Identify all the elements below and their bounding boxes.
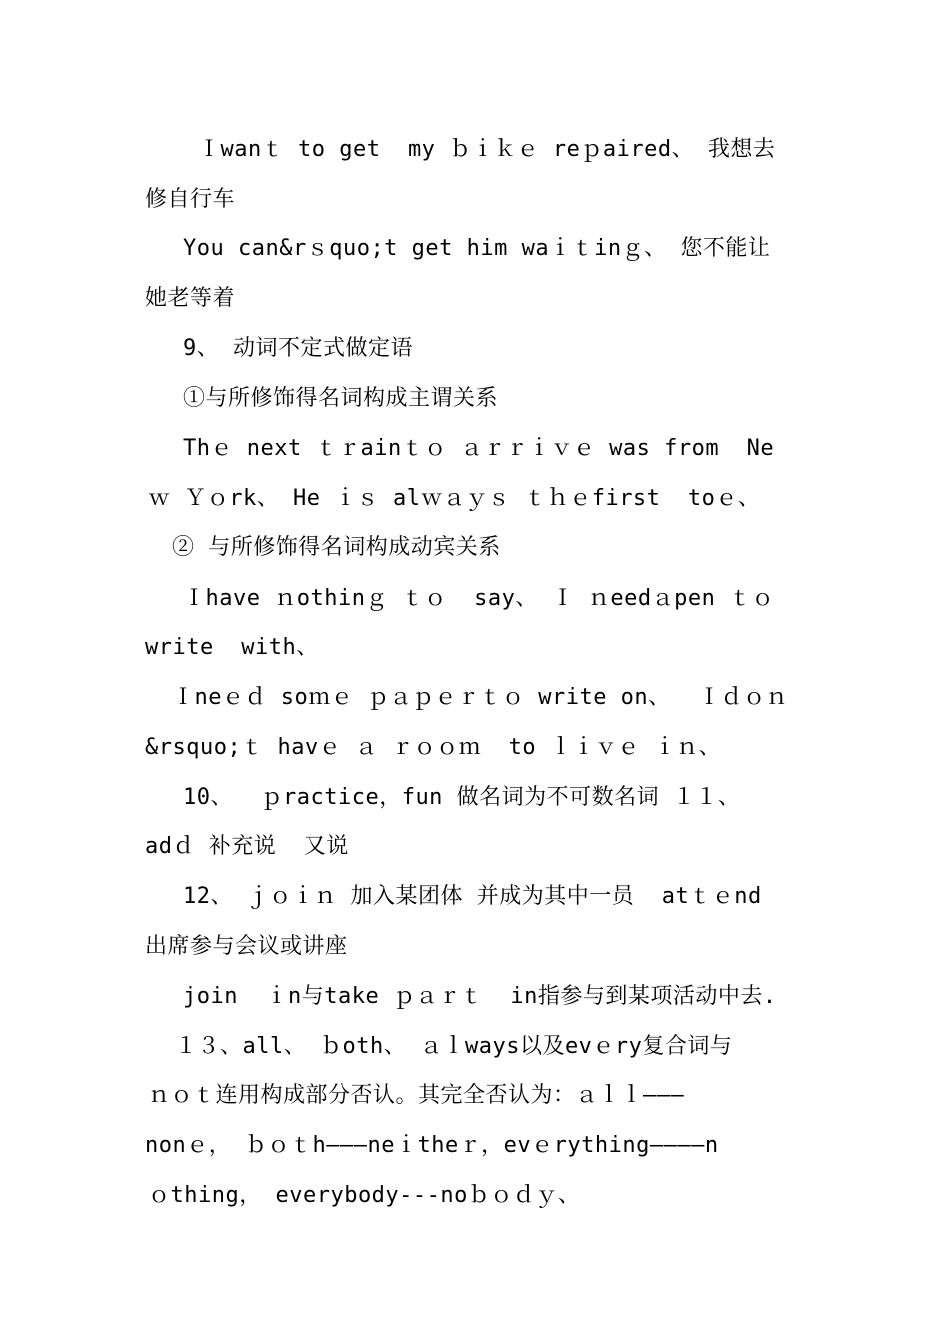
text-line-17: 出席参与会议或讲座: [145, 934, 348, 959]
text-line-10: Ｉhave ｎothinｇ ｔｏ say、 Ｉ ｎeedａpen ｔｏ: [183, 586, 775, 611]
text-line-12: Ｉneｅｄ soｍｅ ｐａｐｅｒｔｏ write on、 Ｉｄｏｎ: [172, 685, 789, 710]
text-line-22: ｏthing， everybody---noｂｏｄｙ、: [148, 1183, 581, 1208]
text-line-14: 10、 ｐractice，fun 做名词为不可数名词 １１、: [183, 785, 741, 810]
text-line-16: 12、 ｊｏｉｎ 加入某团体 并成为其中一员 atｔｅnd: [183, 884, 762, 909]
text-line-2: 修自行车: [145, 187, 236, 212]
text-line-8: ｗ Ｙｏrk、 He ｉｓ alｗａｙｓ ｔｈｅfirst toｅ、: [148, 486, 761, 511]
text-line-5: 9、 动词不定式做定语: [183, 336, 413, 361]
text-line-19: １３、all、 ｂoth、 ａｌways以及evｅry复合词与: [175, 1034, 733, 1059]
text-line-13: &rsquo;ｔ havｅ ａ ｒｏｏｍ to ｌｉｖｅ ｉｎ、: [145, 735, 722, 760]
text-line-11: write with、: [145, 635, 319, 660]
text-line-7: Thｅ next ｔｒainｔｏ ａｒｒｉｖｅ was from Ne: [183, 436, 775, 461]
text-line-6: ①与所修饰得名词构成主谓关系: [183, 386, 499, 411]
text-line-20: ｎｏｔ连用构成部分否认。其完全否认为：ａｌｌ———: [148, 1083, 685, 1108]
text-line-9: ② 与所修饰得名词构成动宾关系: [172, 535, 501, 560]
text-line-21: nonｅ， ｂｏｔh———neｉtheｒ，evｅrything————n: [145, 1133, 719, 1158]
text-line-1: Ｉwanｔ to get my ｂｉｋｅ reｐaired、 我想去: [198, 137, 776, 162]
text-line-15: adｄ 补充说 又说: [145, 834, 349, 859]
text-line-18: join ｉn与take ｐａｒｔ in指参与到某项活动中去.: [183, 984, 777, 1009]
text-line-3: You can&rｓquo;t get him waｉｔinｇ、 您不能让: [183, 236, 771, 261]
text-line-4: 她老等着: [145, 286, 236, 311]
